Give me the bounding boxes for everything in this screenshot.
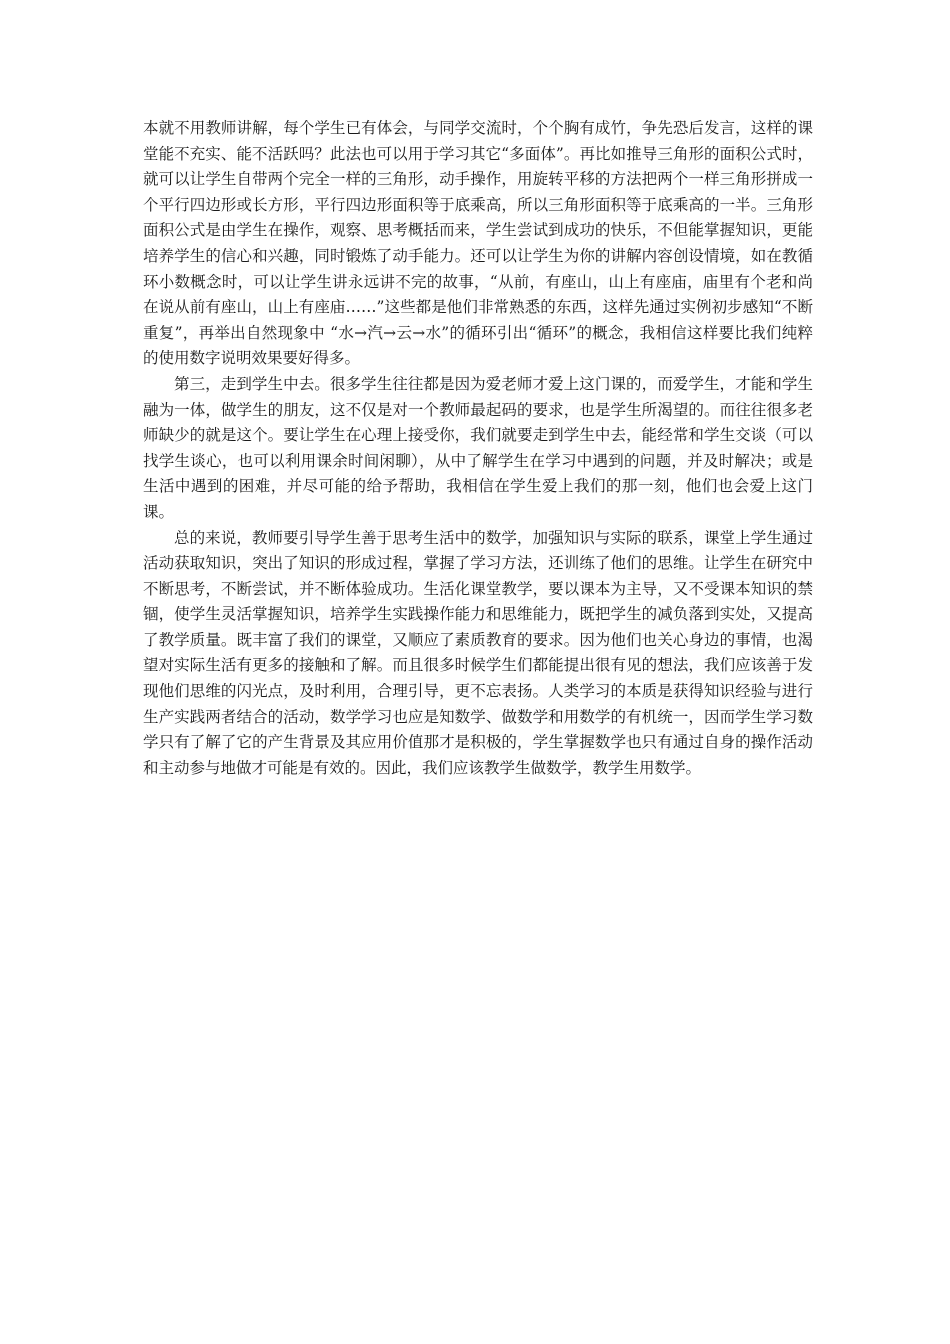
document-body	[143, 116, 813, 781]
paragraph-third-point: 第三，走到学生中去。很多学生往往都是因为爱老师才爱上这门课的，而爱学生，才能和学生融为一体，做学生的朋友，这不仅是对一个教师最起码的要求，也是学生所渴望的。而往往很多老师缺少的就是这个。要让学生在心理上接受你，我们就要走到学生中去，能经常和学生交谈（可以找学生谈心，也可以利用课余时间闲聊），从中了解学生在学习中遇到的问题，并及时解决；或是生活中遇到的困难，并尽可能的给予帮助，我相信在学生爱上我们的那一刻，他们也会爱上这门课。	[143, 374, 813, 521]
paragraph-conclusion: 总的来说，教师要引导学生善于思考生活中的数学，加强知识与实际的联系，课堂上学生通过活动获取知识，突出了知识的形成过程，掌握了学习方法，还训练了他们的思维。让学生在研究中不断思考，不断尝试，并不断体验成功。生活化课堂教学，要以课本为主导，又不受课本知识的禁锢，使学生灵活掌握知识，培养学生实践操作能力和思维能力，既把学生的减负落到实处，又提高了教学质量。既丰富了我们的课堂，又顺应了素质教育的要求。因为他们也关心身边的事情，也渴望对实际生活有更多的接触和了解。而且很多时候学生们都能提出很有见的想法，我们应该善于发现他们思维的闪光点，及时利用，合理引导，更不忘表扬。人类学习的本质是获得知识经验与进行生产实践两者结合的活动，数学学习也应是知数学、做数学和用数学的有机统一，因而学生学习数学只有了解了它的产生背景及其应用价值那才是积极的，学生掌握数学也只有通过自身的操作活动和主动参与地做才可能是有效的。因此，我们应该教学生做数学，教学生用数学。	[143, 528, 813, 777]
paragraph-continuation: 本就不用教师讲解，每个学生已有体会，与同学交流时，个个胸有成竹，争先恐后发言，这样的课堂能不充实、能不活跃吗？此法也可以用于学习其它“多面体”。再比如推导三角形的面积公式时，就可以让学生自带两个完全一样的三角形，动手操作，用旋转平移的方法把两个一样三角形拼成一个平行四边形或长方形，平行四边形面积等于底乘高，所以三角形面积等于底乘高的一半。三角形面积公式是由学生在操作，观察、思考概括而来，学生尝试到成功的快乐，不但能掌握知识，更能培养学生的信心和兴趣，同时锻炼了动手能力。还可以让学生为你的讲解内容创设情境，如在教循环小数概念时，可以让学生讲永远讲不完的故事，“从前，有座山，山上有座庙，庙里有个老和尚在说从前有座山，山上有座庙……”这些都是他们非常熟悉的东西，这样先通过实例初步感知“不断重复”，再举出自然现象中 “水→汽→云→水”的循环引出“循环”的概念，我相信这样要比我们纯粹的使用数字说明效果要好得多。	[143, 119, 813, 368]
